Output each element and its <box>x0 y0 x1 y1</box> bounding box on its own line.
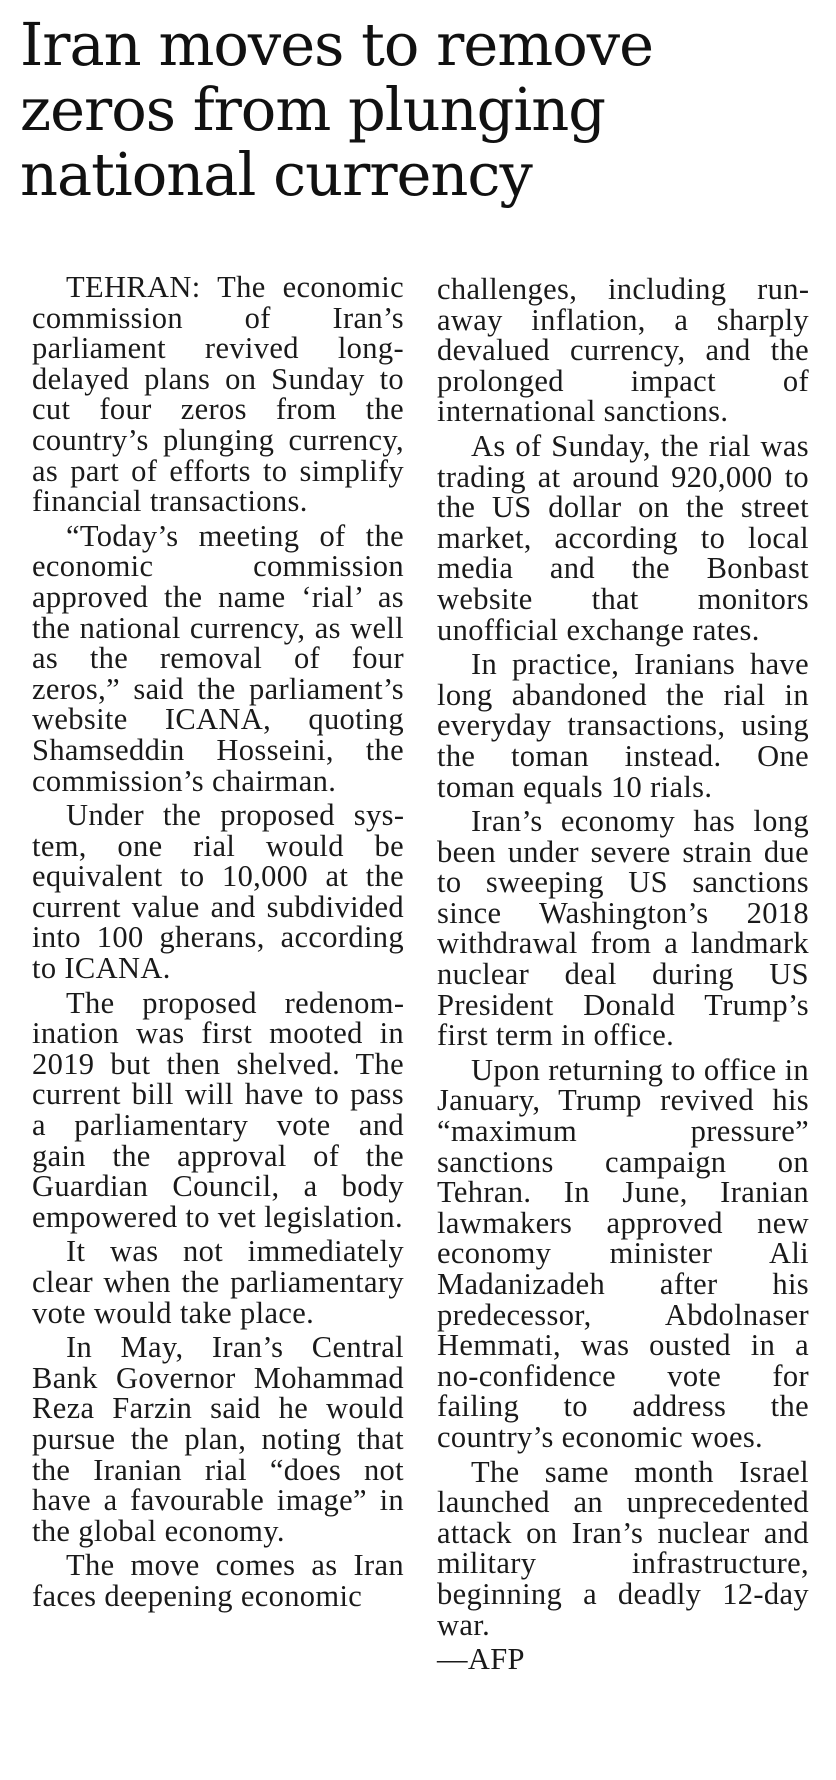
article-paragraph: In May, Iran’s Central Bank Governor Mohammad Reza Farzin said he would pursue the plan, noting that the Iranian rial “does not have a favourable image” in the global economy. <box>32 1330 404 1548</box>
article-column-right <box>437 274 809 1675</box>
article-paragraph: As of Sunday, the rial was trading at around 920,000 to the US dollar on the street market, according to local media and the Bonbast website that monitors unofficial exchange rates. <box>437 428 809 647</box>
article-paragraph: “Today’s meeting of the economic commission approved the name ‘rial’ as the national currency, as well as the removal of four zeros,” said the parliament’s website ICANA, quoting Shamseddin Hosseini, the commission’s chairman. <box>32 518 404 798</box>
article-paragraph: TEHRAN: The economic commission of Iran’s parliament revived long-delayed plans on Sunday to cut four zeros from the country’s plunging currency, as part of efforts to simplify financial transactions. <box>32 270 404 519</box>
article-paragraph: In practice, Iranians have long abandoned the rial in everyday transactions, using the toman instead. One toman equals 10 rials. <box>437 647 809 804</box>
headline-line-3: national currency <box>20 140 532 209</box>
article-paragraph: Iran’s economy has long been under severe strain due to sweeping US sanctions since Washington’s 2018 withdrawal from a landmark nuclear deal during US President Donald Trump’s first term in office. <box>437 804 809 1053</box>
headline <box>20 12 820 207</box>
article-paragraph: The proposed redenomination was first mooted in 2019 but then shelved. The current bill will have to pass a parliamentary vote and gain the approval of the Guardian Council, a body empowered to vet legislation. <box>32 985 404 1234</box>
byline: —AFP <box>437 1642 525 1677</box>
article-paragraph-continued: challenges, including runaway inflation, a sharply devalued currency, and the prolonged impact of international sanctions. <box>437 272 809 429</box>
article-paragraph: Under the proposed system, one rial would be equivalent to 10,000 at the current value and subdivided into 100 gherans, according to ICANA. <box>32 798 404 986</box>
headline-line-1: Iran moves to remove <box>20 10 654 79</box>
article-paragraph-final: The same month Israel launched an unprecedented attack on Iran’s nuclear and military infrastructure, beginning a deadly 12-day war. <box>437 1454 809 1642</box>
headline-line-2: zeros from plunging <box>20 75 606 144</box>
article-paragraph: Upon returning to office in January, Trump revived his “maximum pressure” sanctions campaign on Tehran. In June, Iranian lawmakers approved new economy minister Ali Madanizadeh after his predecessor, Abdolnaser Hemmati, was ousted in a no-confidence vote for failing to address the country’s economic woes. <box>437 1052 809 1454</box>
article-paragraph: It was not immediately clear when the parliamentary vote would take place. <box>32 1234 404 1330</box>
article-paragraph: The move comes as Iran faces deepening economic <box>32 1548 404 1613</box>
article-column-left <box>32 272 404 1616</box>
